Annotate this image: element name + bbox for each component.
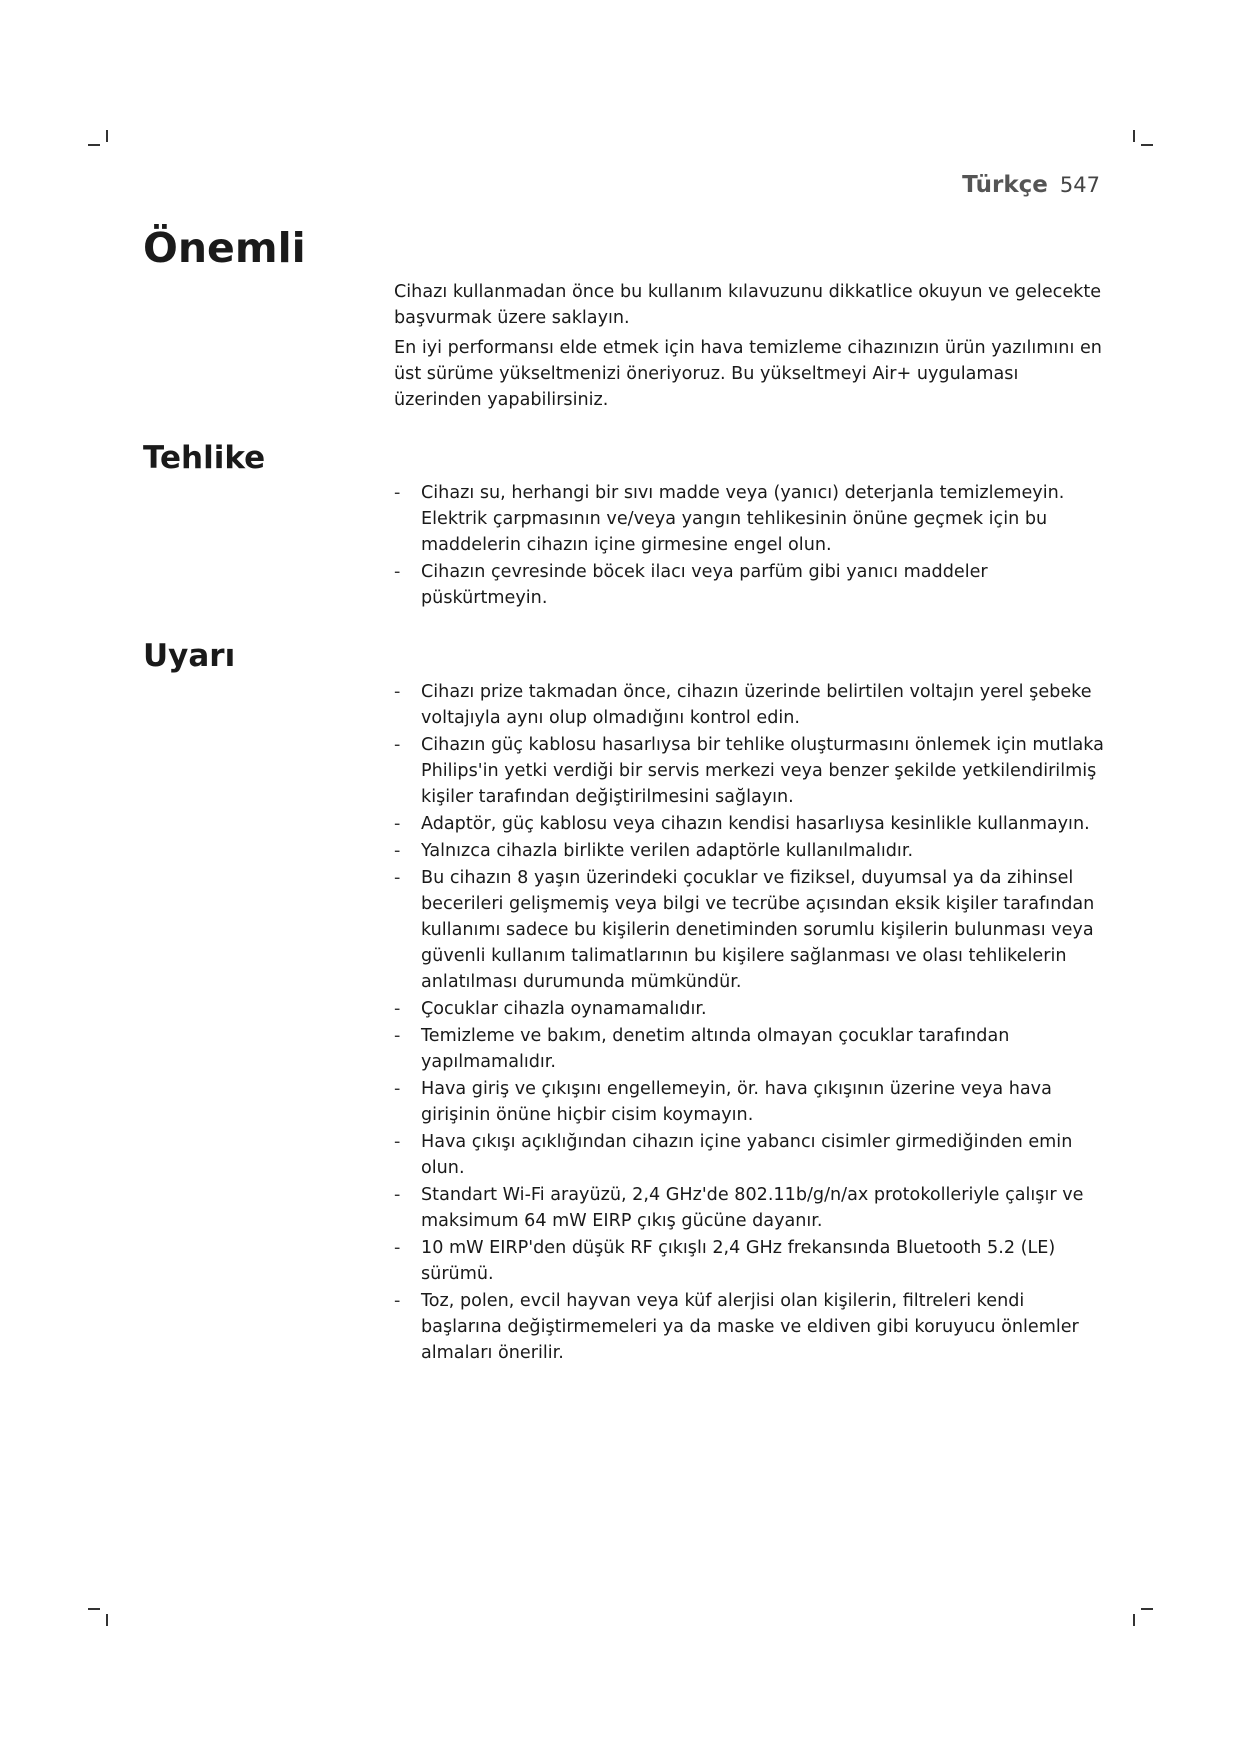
list-item: - Cihazın güç kablosu hasarlıysa bir tehlike oluşturmasını önlemek için mutlaka Philips'in yetki verdiği bir servis merkezi veya benzer şekilde yetkilendirilmiş kişiler tarafından değiştirilmesini sağlayın. (394, 732, 1106, 810)
important-text (394, 279, 1106, 417)
crop-mark-top-right-v (1133, 130, 1135, 142)
crop-mark-top-left-h (88, 144, 100, 146)
list-item: - Yalnızca cihazla birlikte verilen adaptörle kullanılmalıdır. (394, 838, 1106, 864)
paragraph: Cihazı kullanmadan önce bu kullanım kılavuzunu dikkatlice okuyun ve gelecekte başvurmak üzere saklayın. (394, 282, 1102, 328)
list-item: - Standart Wi-Fi arayüzü, 2,4 GHz'de 802.11b/g/n/ax protokolleriyle çalışır ve maksimum 64 mW EIRP çıkış gücüne dayanır. (394, 1182, 1106, 1234)
list-item: - Çocuklar cihazla oynamamalıdır. (394, 996, 1106, 1022)
list-item: - Adaptör, güç kablosu veya cihazın kendisi hasarlıysa kesinlikle kullanmayın. (394, 811, 1106, 837)
list-item: - Bu cihazın 8 yaşın üzerindeki çocuklar ve fiziksel, duyumsal ya da zihinsel becerileri gelişmemiş veya bilgi ve tecrübe açısından eksik kişiler tarafından kullanımı sadece bu kişilerin denetiminden sorumlu kişilerin bulunması veya güvenli kullanım talimatlarının bu kişilere sağlanması ve olası tehlikelerin anlatılması durumunda mümkündür. (394, 865, 1106, 995)
list-item: - Cihazı su, herhangi bir sıvı madde veya (yanıcı) deterjanla temizlemeyin. Elektrik çarpmasının ve/veya yangın tehlikesinin önüne geçmek için bu maddelerin cihazın içine girmesine engel olun. (394, 480, 1106, 558)
language-label: Türkçe (962, 172, 1048, 198)
crop-mark-bottom-right-h (1141, 1608, 1153, 1610)
list-item: - Toz, polen, evcil hayvan veya küf alerjisi olan kişilerin, filtreleri kendi başlarına değiştirmemeleri ya da maske ve eldiven gibi koruyucu önlemler almaları önerilir. (394, 1288, 1106, 1366)
crop-mark-bottom-left-v (106, 1614, 108, 1626)
page-header (962, 172, 1100, 198)
section-title-danger: Tehlike (143, 440, 266, 476)
list-item: - Cihazı prize takmadan önce, cihazın üzerinde belirtilen voltajın yerel şebeke voltajıyla aynı olup olmadığını kontrol edin. (394, 679, 1106, 731)
crop-mark-top-left-v (106, 130, 108, 142)
danger-list (394, 480, 1106, 612)
list-item: - Cihazın çevresinde böcek ilacı veya parfüm gibi yanıcı maddeler püskürtmeyin. (394, 559, 1106, 611)
section-title-important: Önemli (143, 224, 306, 272)
list-item: - Hava giriş ve çıkışını engellemeyin, ör. hava çıkışının üzerine veya hava girişinin önüne hiçbir cisim koymayın. (394, 1076, 1106, 1128)
warning-list (394, 679, 1106, 1367)
crop-mark-top-right-h (1141, 144, 1153, 146)
list-item: - 10 mW EIRP'den düşük RF çıkışlı 2,4 GHz frekansında Bluetooth 5.2 (LE) sürümü. (394, 1235, 1106, 1287)
crop-mark-bottom-left-h (88, 1608, 100, 1610)
crop-mark-bottom-right-v (1133, 1614, 1135, 1626)
section-title-warning: Uyarı (143, 638, 236, 674)
paragraph: En iyi performansı elde etmek için hava temizleme cihazınızın ürün yazılımını en üst sürüme yükseltmenizi öneriyoruz. Bu yükseltmeyi Air+ uygulaması üzerinden yapabilirsiniz. (394, 338, 1102, 410)
list-item: - Hava çıkışı açıklığından cihazın içine yabancı cisimler girmediğinden emin olun. (394, 1129, 1106, 1181)
list-item: - Temizleme ve bakım, denetim altında olmayan çocuklar tarafından yapılmamalıdır. (394, 1023, 1106, 1075)
page-number: 547 (1059, 173, 1100, 197)
